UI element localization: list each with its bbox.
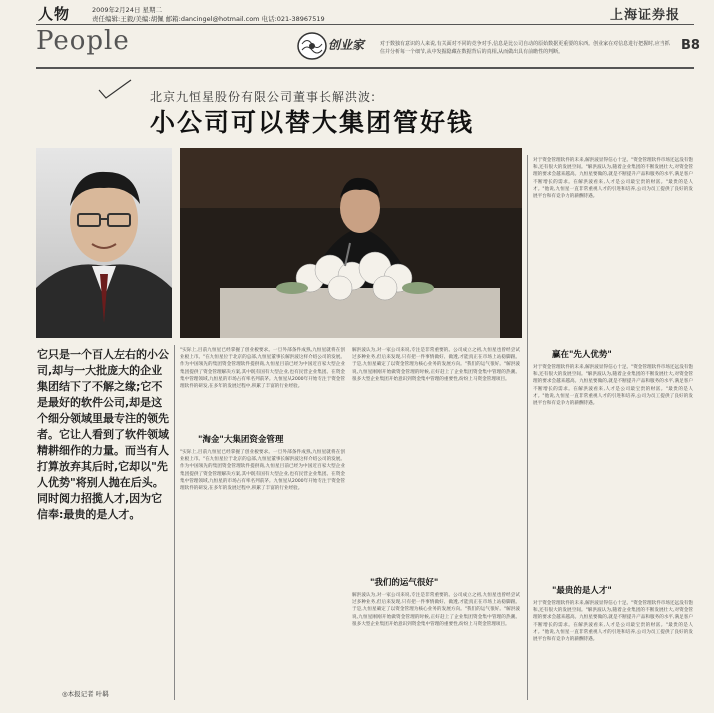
conference-photo <box>180 148 522 338</box>
body-text-col2-a: 解洪波认为,对一家公司来说,专注是非常重要的。公司成立之初,九恒星也曾经尝试过多种业务,但后来发现,只有把一件事情做好、做透,才能真正在市场上站稳脚跟。于是,九恒星确定了以资金管理为核心业务的发展方向。"我们的运气很好。"解洪波说,九恒星刚刚开始做资金管理的时候,正好赶上了企业集团资金集中管理的热潮。很多大型企业集团开始意识到资金集中管理的重要性,纷纷上马资金管理项目。 <box>352 348 520 382</box>
body-text-col3-b: 对于资金管理软件的未来,解洪波显得信心十足。"资金管理软件市场还远没有饱和,还有很大的发展空间。"解洪波认为,随着企业集团的不断发展壮大,对资金管理的要求会越来越高。九恒星要做的,就是不断提升产品和服务的水平,满足客户不断增长的需求。在解洪波看来,人才是公司最宝贵的财富。"最贵的是人才。"他说,九恒星一直非常重视人才的引进和培养,公司为员工提供了良好的发展平台和有竞争力的薪酬待遇。 <box>533 365 693 407</box>
subtitle-1: "淘金"大集团资金管理 <box>198 435 284 445</box>
subtitle-3: 赢在"先人优势" <box>552 350 612 360</box>
article-headline: 小公司可以替大集团管好钱 <box>150 108 475 137</box>
body-text-col3-c: 对于资金管理软件的未来,解洪波显得信心十足。"资金管理软件市场还远没有饱和,还有很大的发展空间。"解洪波认为,随着企业集团的不断发展壮大,对资金管理的要求会越来越高。九恒星要做的,就是不断提升产品和服务的水平,满足客户不断增长的需求。在解洪波看来,人才是公司最宝贵的财富。"最贵的是人才。"他说,九恒星一直非常重视人才的引进和培养,公司为员工提供了良好的发展平台和有竞争力的薪酬待遇。 <box>533 601 693 643</box>
date-editor-block <box>92 6 325 24</box>
subtitle-2: "我们的运气很好" <box>370 578 439 588</box>
body-text-col3-a: 对于资金管理软件的未来,解洪波显得信心十足。"资金管理软件市场还远没有饱和,还有很大的发展空间。"解洪波认为,随着企业集团的不断发展壮大,对资金管理的要求会越来越高。九恒星要做的,就是不断提升产品和服务的水平,满足客户不断增长的需求。在解洪波看来,人才是公司最宝贵的财富。"最贵的是人才。"他说,九恒星一直非常重视人才的引进和培养,公司为员工提供了良好的发展平台和有竞争力的薪酬待遇。 <box>533 158 693 200</box>
subtitle-4: "最贵的是人才" <box>552 586 612 596</box>
logo-text: 创业家 <box>328 38 365 52</box>
column-logo <box>290 26 376 66</box>
body-text-col2-b: 解洪波认为,对一家公司来说,专注是非常重要的。公司成立之初,九恒星也曾经尝试过多种业务,但后来发现,只有把一件事情做好、做透,才能真正在市场上站稳脚跟。于是,九恒星确定了以资金管理为核心业务的发展方向。"我们的运气很好。"解洪波说,九恒星刚刚开始做资金管理的时候,正好赶上了企业集团资金集中管理的热潮。很多大型企业集团开始意识到资金集中管理的重要性,纷纷上马资金管理项目。 <box>352 593 520 627</box>
header-rule <box>36 24 694 25</box>
page-number: B8 <box>681 38 700 53</box>
reporter-byline: ◎本报记者 叶羁 <box>62 690 109 698</box>
editor-line: 责任编辑:王毅/美编:胡佩 邮箱:dancingel@hotmail.com 电话:021-38967519 <box>92 15 325 23</box>
section-name: 人物 <box>38 5 71 23</box>
masthead-rule <box>36 67 694 69</box>
paper-name: 上海证券报 <box>610 8 681 23</box>
pull-quote: 它只是一个百人左右的小公司,却与一大批庞大的企业集团结下了不解之缘;它不是最好的软件公司,却是这个细分领域里最专注的领先者。它让人看到了软件领域精耕细作的力量。而当有人打算放弃其后时,它却以"先人优势"将别人抛在后头。同时阅力招揽人才,因为它信奉:最贵的是人才。 <box>37 348 169 521</box>
column-intro: 对于数独有意识的人来说,有关面对不同的竞争对手,信息是比公司自动的原始数据更重要的东西。创业家在对信息进行把握时,应当抓住并分析每一个细节,从中发掘隐藏在数据背后的真相,从而做出具有前瞻性的判断。 <box>380 41 670 55</box>
checkmark-icon <box>97 78 133 100</box>
column-divider <box>174 345 175 700</box>
portrait-photo <box>36 148 172 338</box>
body-text-col1-a: "实际上,目前九恒星已经掌握了创业板要求。一旦外部条件成熟,九恒星就将在创业板上市。"在九恒星位于北京的总部,九恒星董事长解洪波这样介绍公司的发展。作为中国领先的集团资金管理软件提供商,九恒星目前已经为中国近百家大型企业集团提供了资金管理解决方案,其中既有国有大型企业,也有民营企业集团。在资金集中管理领域,九恒星的市场占有率名列前茅。九恒星从2000年开始专注于资金管理软件的研发,在多年的发展过程中,积累了丰富的行业经验。 <box>180 348 345 390</box>
article-subhead: 北京九恒星股份有限公司董事长解洪波: <box>150 90 377 104</box>
column-divider <box>527 155 528 700</box>
body-text-col1-b: "实际上,目前九恒星已经掌握了创业板要求。一旦外部条件成熟,九恒星就将在创业板上市。"在九恒星位于北京的总部,九恒星董事长解洪波这样介绍公司的发展。作为中国领先的集团资金管理软件提供商,九恒星目前已经为中国近百家大型企业集团提供了资金管理解决方案,其中既有国有大型企业,也有民营企业集团。在资金集中管理领域,九恒星的市场占有率名列前茅。九恒星从2000年开始专注于资金管理软件的研发,在多年的发展过程中,积累了丰富的行业经验。 <box>180 450 345 492</box>
column-name: People <box>36 26 130 56</box>
date-line: 2009年2月24日 星期二 <box>92 6 163 14</box>
